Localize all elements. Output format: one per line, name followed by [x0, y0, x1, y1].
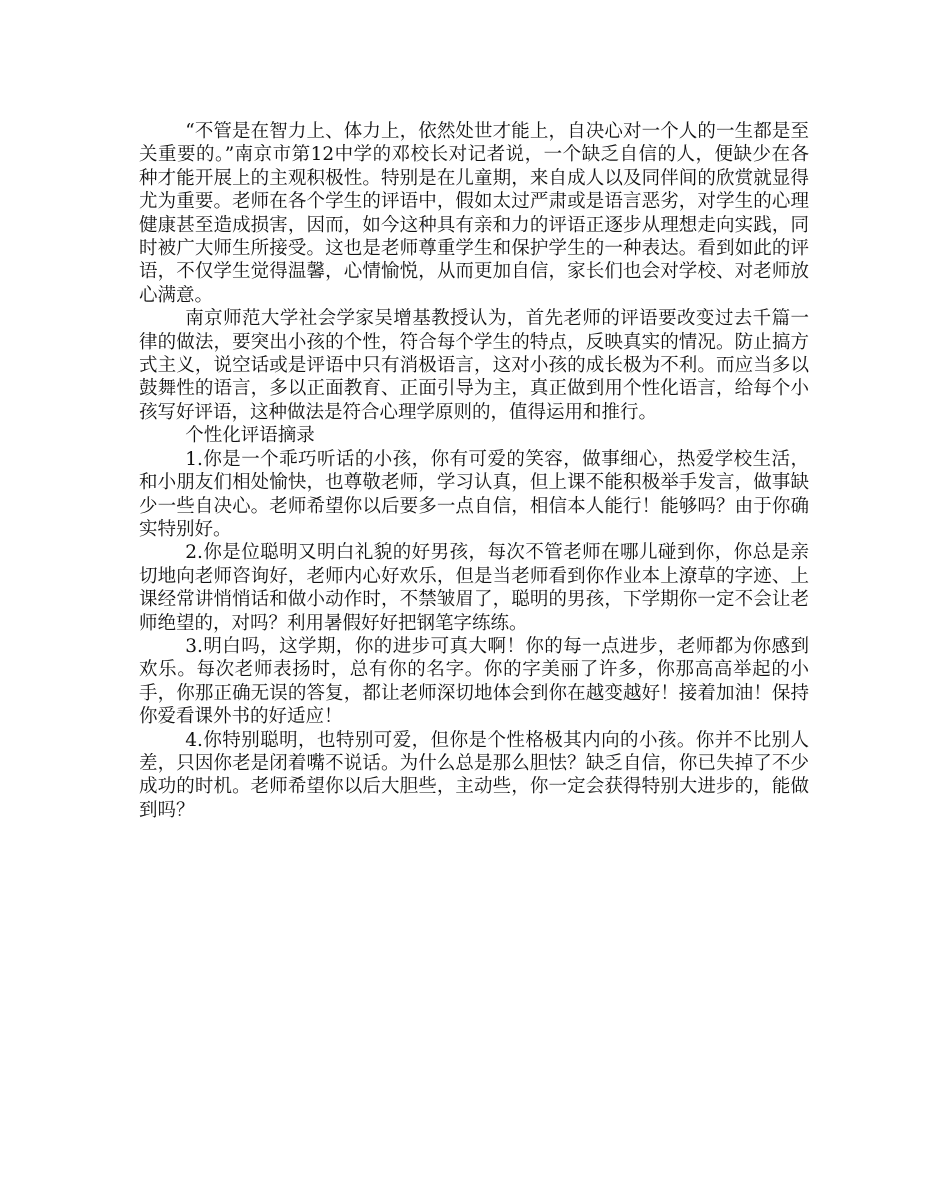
- comment-item-2: 2.你是位聪明又明白礼貌的好男孩，每次不管老师在哪儿碰到你，你总是亲切地向老师咨询好，老师内心好欢乐，但是当老师看到你作业本上潦草的字迹、上课经常讲悄悄话和做小动作时，不禁皱眉了，聪明的男孩，下学期你一定不会让老师绝望的，对吗？利用暑假好好把钢笔字练练。: [139, 542, 809, 634]
- comment-item-3: 3.明白吗，这学期，你的进步可真大啊！你的每一点进步，老师都为你感到欢乐。每次老师表扬时，总有你的名字。你的字美丽了许多，你那高高举起的小手，你那正确无误的答复，都让老师深切地体会到你在越变越好！接着加油！保持你爱看课外书的好适应！: [139, 635, 809, 728]
- comment-item-1: 1.你是一个乖巧听话的小孩，你有可爱的笑容，做事细心，热爱学校生活，和小朋友们相处愉快，也尊敬老师，学习认真，但上课不能积极举手发言，做事缺少一些自决心。老师希望你以后要多一点自信，相信本人能行！能够吗？由于你确实特别好。: [139, 448, 809, 540]
- paragraph-professor-view: 南京师范大学社会学家吴增基教授认为，首先老师的评语要改变过去千篇一律的做法，要突出小孩的个性，符合每个学生的特点，反映真实的情况。防止搞方式主义，说空话或是评语中只有消极语言，这对小孩的成长极为不利。而应当多以鼓舞性的语言，多以正面教育、正面引导为主，真正做到用个性化语言，给每个小孩写好评语，这种做法是符合心理学原则的，值得运用和推行。: [139, 308, 809, 423]
- paragraph-principal-quote: “不管是在智力上、体力上，依然处世才能上，自决心对一个人的一生都是至关重要的。”南京市第12中学的邓校长对记者说，一个缺乏自信的人，便缺少在各种才能开展上的主观积极性。特别是在儿童期，来自成人以及同伴间的欣赏就显得尤为重要。老师在各个学生的评语中，假如太过严肃或是语言恶劣，对学生的心理健康甚至造成损害，因而，如今这种具有亲和力的评语正逐步从理想走向实践，同时被广大师生所接受。这也是老师尊重学生和保护学生的一种表达。看到如此的评语，不仅学生觉得温馨，心情愉悦，从而更加自信，家长们也会对学校、对老师放心满意。: [139, 121, 809, 306]
- document-body: [139, 120, 809, 822]
- section-heading-comments: 个性化评语摘录: [185, 425, 315, 447]
- comment-item-4: 4.你特别聪明，也特别可爱，但你是个性格极其内向的小孩。你并不比别人差，只因你老是闭着嘴不说话。为什么总是那么胆怯？缺乏自信，你已失掉了不少成功的时机。老师希望你以后大胆些，主动些，你一定会获得特别大进步的，能做到吗？: [139, 729, 809, 821]
